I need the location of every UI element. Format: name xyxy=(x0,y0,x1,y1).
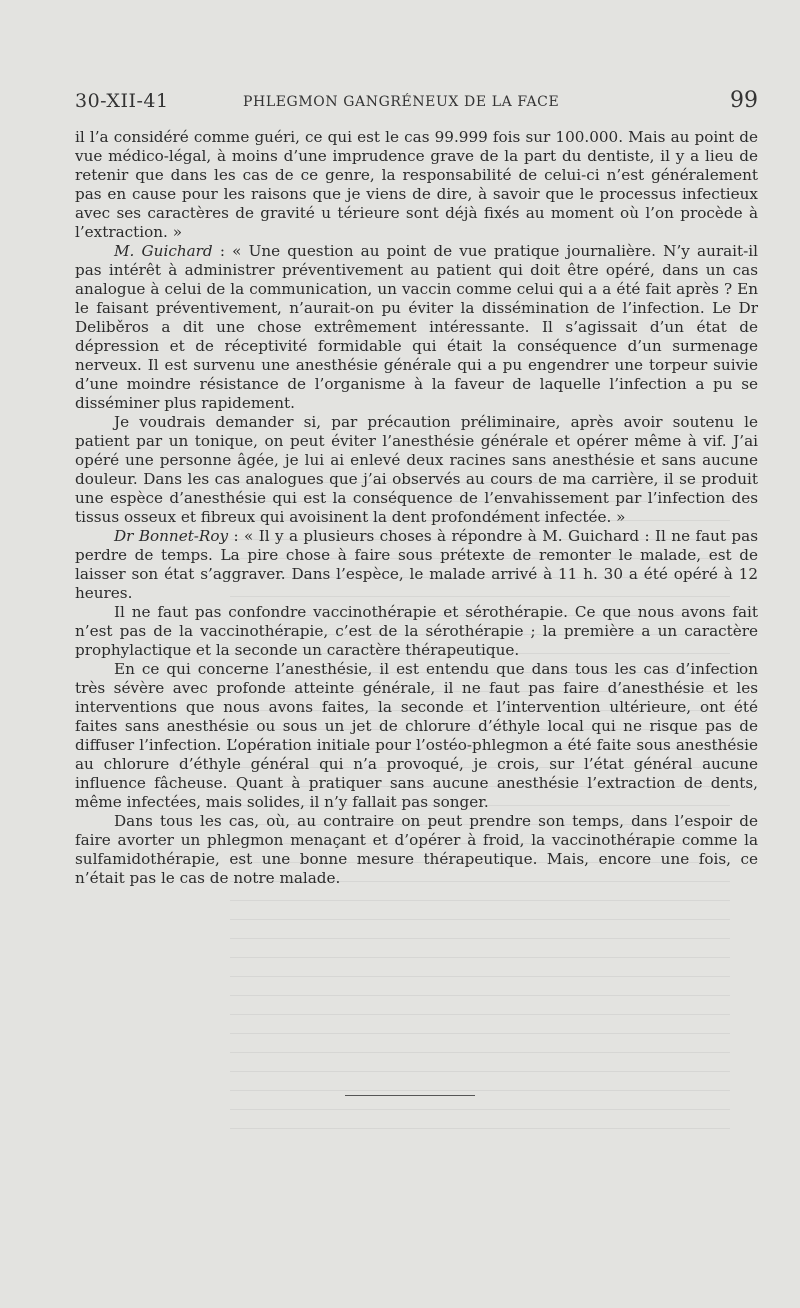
page-number: 99 xyxy=(730,88,758,113)
paragraph-3 xyxy=(75,413,758,527)
paragraph-text: : « Il y a plusieurs choses à répondre à M. Guichard : Il ne faut pas perdre de temps. La pire chose à faire sous prétexte de remonter le malade, est de laisser son état s’aggraver. Dans l’espèce, le malade arrivé à 11 h. 30 a été opéré à 12 heures. xyxy=(75,527,758,602)
paragraph-1 xyxy=(75,128,758,242)
paragraph-text: il l’a considéré comme guéri, ce qui est le cas 99.999 fois sur 100.000. Mais au point de vue médico-légal, à moins d’une imprudence grave de la part du dentiste, il y a lieu de retenir que dans les cas de ce genre, la responsabilité de celui-ci n’est généralement pas en cause pour les raisons que je viens de dire, à savoir que le processus infectieux avec ses caractères de gravité u térieure sont déjà fixés au moment où l’on procède à l’extraction. » xyxy=(75,128,758,241)
paragraph-text: En ce qui concerne l’anesthésie, il est entendu que dans tous les cas d’infection très sévère avec profonde atteinte générale, il ne faut pas faire d’anesthésie et les interventions que nous avons faites, la seconde et l’intervention ultérieure, ont été faites sans anesthésie ou sous un jet de chlorure d’éthyle local qui ne risque pas de diffuser l’infection. L’opération initiale pour l’ostéo-phlegmon a été faite sous anesthésie au chlorure d’éthyle général qui n’a provoqué, je crois, sur l’état général aucune influence fâcheuse. Quant à pratiquer sans aucune anesthésie l’extraction de dents, même infectées, mais solides, il n’y fallait pas songer. xyxy=(75,660,758,811)
paragraph-4 xyxy=(75,527,758,603)
running-header xyxy=(75,90,758,120)
paragraph-6 xyxy=(75,660,758,812)
paragraph-2 xyxy=(75,242,758,413)
paragraph-text: Il ne faut pas confondre vaccinothérapie et sérothérapie. Ce que nous avons fait n’est pas de la vaccinothérapie, c’est de la sérothérapie ; la première a un caractère prophylactique et la seconde un caractère thérapeutique. xyxy=(75,603,758,659)
paragraph-text: : « Une question au point de vue pratique journalière. N’y aurait-il pas intérêt à administrer préventivement au patient qui doit être opéré, dans un cas analogue à celui de la communication, un vaccin comme celui qui a a été fait après ? En le faisant préventivement, n’aurait-on pu éviter la dissémination de l’infection. Le Dr Deliběros a dit une chose extrêmement intéressante. Il s’agissait d’un état de dépression et de réceptivité formidable qui était la conséquence d’un surmenage nerveux. Il est survenu une anesthésie générale qui a pu engendrer une torpeur suivie d’une moindre résistance de l’organisme à la faveur de laquelle l’infection a pu se disséminer plus rapidement. xyxy=(75,242,758,412)
header-date: 30-XII-41 xyxy=(75,90,169,112)
paragraph-text: Je voudrais demander si, par précaution préliminaire, après avoir soutenu le patient par un tonique, on peut éviter l’anesthésie générale et opérer même à vif. J’ai opéré une personne âgée, je lui ai enlevé deux racines sans anesthésie et sans aucune douleur. Dans les cas analogues que j’ai observés au cours de ma carrière, il se produit une espèce d’anesthésie qui est la conséquence de l’envahissement par l’infection des tissus osseux et fibreux qui avoisinent la dent profondément infectée. » xyxy=(75,413,758,526)
paragraph-5 xyxy=(75,603,758,660)
body-text xyxy=(75,128,758,888)
paragraph-text: Dans tous les cas, où, au contraire on peut prendre son temps, dans l’espoir de faire avorter un phlegmon menaçant et d’opérer à froid, la vaccinothérapie comme la sulfamidothérapie, est une bonne mesure thérapeutique. Mais, encore une fois, ce n’était pas le cas de notre malade. xyxy=(75,812,758,887)
header-title: PHLEGMON GANGRÉNEUX DE LA FACE xyxy=(243,94,560,110)
speaker-name: M. Guichard xyxy=(114,242,213,260)
speaker-name: Dr Bonnet-Roy xyxy=(114,527,229,545)
paragraph-7 xyxy=(75,812,758,888)
section-divider xyxy=(345,1095,475,1096)
